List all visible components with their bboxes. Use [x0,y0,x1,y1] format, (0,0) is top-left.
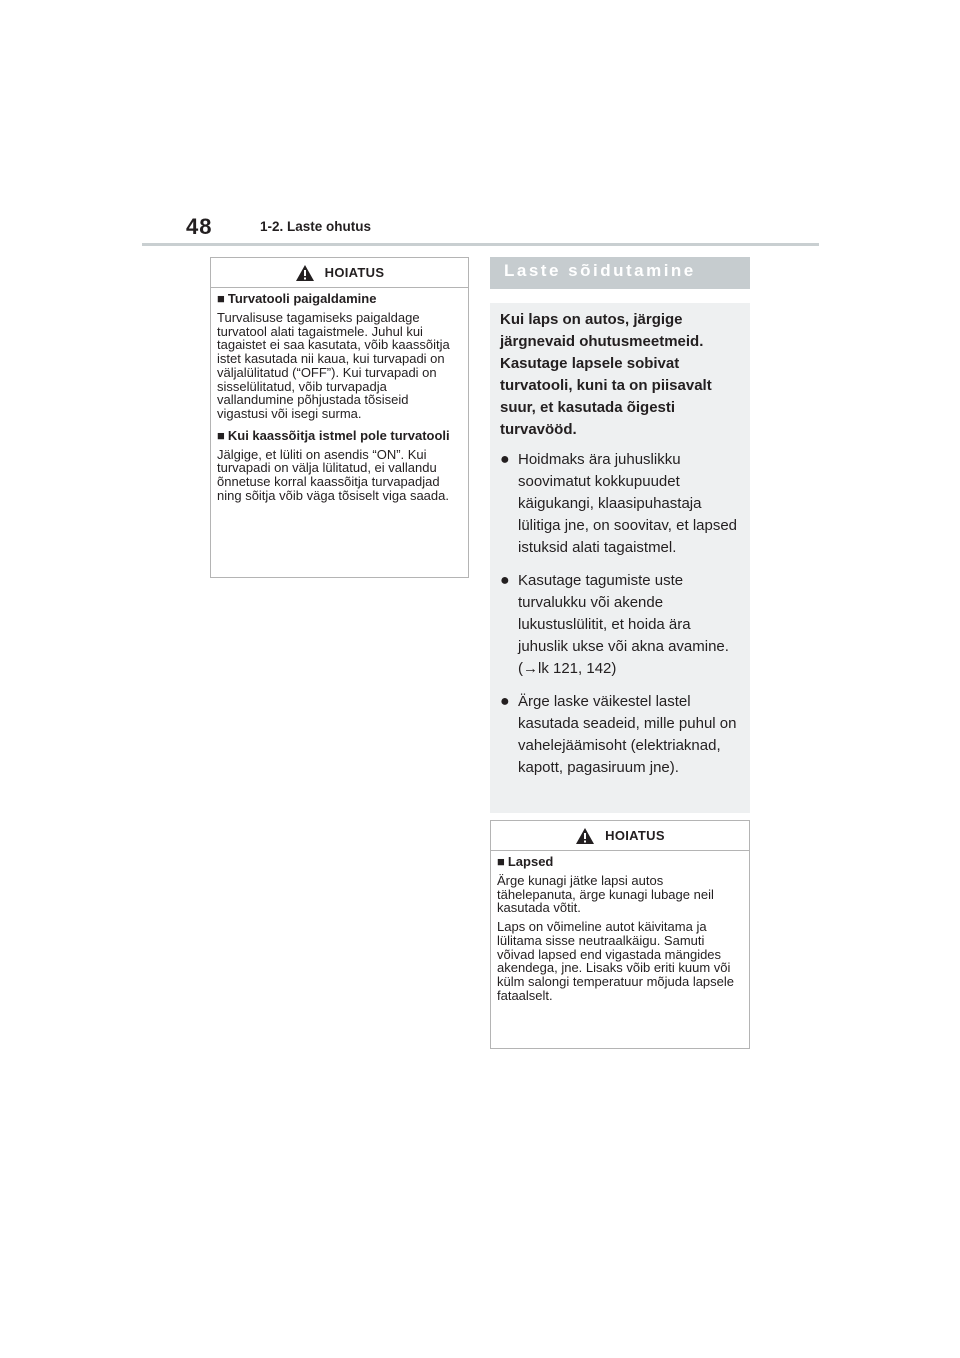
warning-subheading [217,429,462,443]
warning-title: HOIATUS [605,828,665,843]
bullet-dot-icon: ● [500,572,510,589]
page-number: 48 [186,214,213,239]
list-item [500,449,740,559]
warning-triangle-icon [575,827,595,845]
bullet-dot-icon: ● [500,451,510,468]
intro-text: Kui laps on autos, järgige järgnevaid ohutusmeetmeid. Kasutage lapsele sobivat turvatooli, kuni ta on piisavalt suur, et kasutada õigesti turvavööd. [500,311,712,438]
header-rule [142,243,819,246]
bullet-text: Ärge laske väikestel lastel kasutada seadeid, mille puhul on vahelejäämisoht (elektriaknad, kapott, pagasiruum jne). [518,693,737,776]
list-item [500,691,740,779]
warning-header [211,258,468,288]
warning-paragraph: Ärge kunagi jätke lapsi autos tähelepanuta, ärge kunagi lubage neil kasutada võtit. [497,873,714,916]
safety-bullet-list [500,449,740,779]
square-bullet-icon: ■ [497,854,505,869]
section-title: 1-2. Laste ohutus [260,219,372,234]
warning-paragraph: Turvalisuse tagamiseks paigaldage turvatool alati tagaistmele. Juhul kui tagaistet ei saa kasutata, võib kaassõitja istet kasutada nii kaua, kui turvapadi on väljalülitatud (“OFF”). Kui turvapadi on sisselülitatud, võib turvapadja vallandumine põhjustada tõsiseid vigastusi või isegi surma. [217,310,450,421]
warning-paragraph: Jälgige, et lüliti on asendis “ON”. Kui turvapadi on välja lülitatud, ei vallandu õnnetuse korral kaassõitja turvapadjad ning sõitja võib väga tõsiselt viga saada. [217,446,449,503]
safety-info-box [490,303,750,813]
warning-header [491,821,749,851]
section-heading-bar: Laste sõidutamine [490,257,750,289]
warning-box-right [490,820,750,1049]
list-item [500,570,740,680]
subheading-text: Turvatooli paigaldamine [227,291,377,306]
subheading-text: Lapsed [507,854,554,869]
subheading-text: Kui kaassõitja istmel pole turvatooli [227,427,450,443]
warning-box-left [210,257,469,578]
bullet-dot-icon: ● [500,693,510,710]
warning-subheading [217,292,462,306]
warning-title: HOIATUS [324,265,385,280]
warning-triangle-icon [295,264,315,282]
bullet-text: Hoidmaks ära juhuslikku soovimatut kokkupuudet käigukangi, klaasipuhastaja lülitiga jne, on soovitav, et lapsed istuksid alati tagaistmel. [518,451,738,556]
square-bullet-icon: ■ [217,427,225,443]
warning-subheading [497,855,743,869]
bullet-text: Kasutage tagumiste uste turvalukku või akende lukustuslülitit, et hoida ära juhuslik ukse või akna avamine. (→lk 121, 142) [518,572,729,677]
warning-paragraph: Laps on võimeline autot käivitama ja lülitama sisse neutraalkäigu. Samuti võivad lapsed end vigastada mängides akendega, jne. Lisaks võib eriti kuum või külm salongi temperatuur mõjuda lapsele fataalselt. [497,919,735,1003]
square-bullet-icon: ■ [217,291,225,306]
